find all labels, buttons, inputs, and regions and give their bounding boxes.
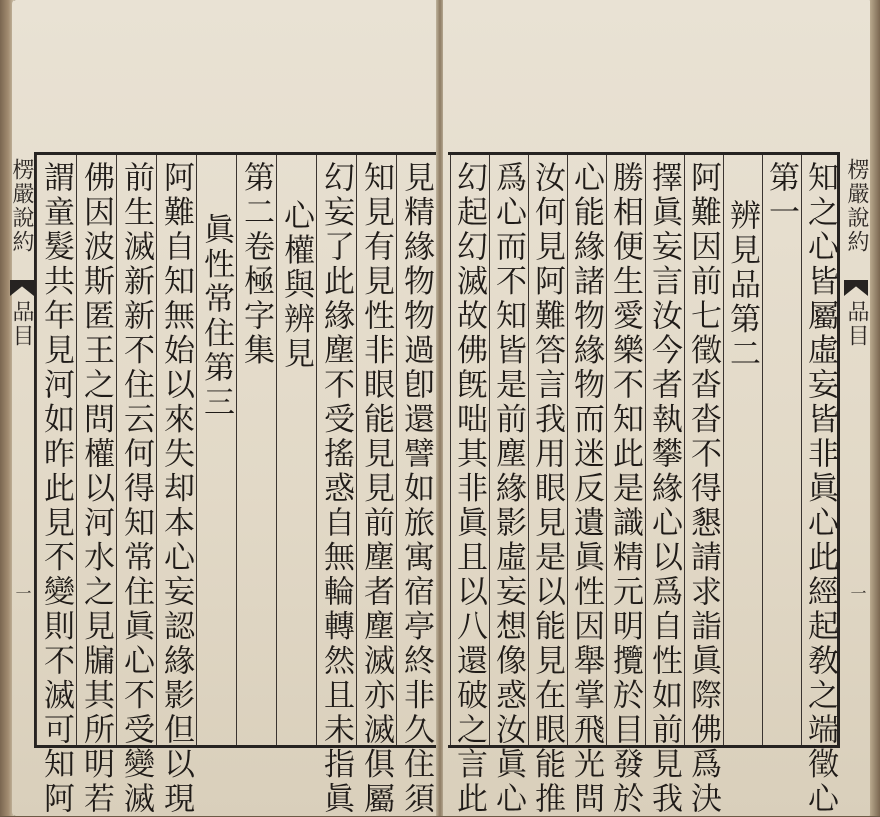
- fishtail-mark: [10, 280, 34, 296]
- left-text-frame: [34, 152, 436, 817]
- right-margin-title: 楞嚴說約: [844, 158, 869, 254]
- left-folio: 一: [13, 585, 32, 601]
- text-column: 幻起幻滅故佛旣咄其非眞且以八還破之言此: [450, 155, 489, 745]
- text-column: 第二卷極字集: [236, 155, 276, 745]
- text-column: 擇眞妄言汝今者執攀緣心以爲自性如前見我: [645, 155, 684, 745]
- text-column: 知見有見性非眼能見見前塵者塵滅亦滅俱屬: [356, 155, 396, 745]
- text-column: 阿難因前七徵沓沓不得懇請求詣眞際佛爲決: [684, 155, 723, 745]
- left-margin-section: 品目: [9, 300, 34, 348]
- right-margin-section: 品目: [844, 300, 869, 348]
- text-column: 眞性常住第三: [196, 155, 236, 745]
- text-column: 知之心皆屬虛妄皆非眞心此經起敎之端徵心: [801, 155, 840, 745]
- text-column: 第一: [762, 155, 801, 745]
- text-column: 汝何見阿難答言我用眼見是以能見在眼能推: [528, 155, 567, 745]
- text-column: 前生滅新新不住云何得知常住眞心不受變滅: [116, 155, 156, 745]
- text-column: 阿難自知無始以來失却本心妄認緣影但以現: [156, 155, 196, 745]
- right-folio: 一: [848, 585, 867, 601]
- left-margin-title: 楞嚴說約: [9, 158, 34, 254]
- book-edge-right: [870, 0, 880, 816]
- right-page: [443, 0, 873, 816]
- fishtail-mark: [844, 280, 868, 296]
- left-page: [9, 0, 437, 817]
- text-column: 見精緣物物過卽還譬如旅寓宿亭終非久住須: [396, 155, 436, 745]
- text-column: 心能緣諸物緣物而迷反遺眞性因舉掌飛光問: [567, 155, 606, 745]
- text-column: 幻妄了此緣塵不受搖惑自無輪轉然且未指眞: [316, 155, 356, 745]
- text-column: 謂童髮共年見河如昨此見不變則不滅可知阿: [36, 155, 76, 745]
- text-column: 爲心而不知皆是前塵緣影虛妄想像惑汝眞心: [489, 155, 528, 745]
- text-column: 心權與辨見: [276, 155, 316, 745]
- text-column: 佛因波斯匿王之問權以河水之見牖其所明若: [76, 155, 116, 745]
- text-column: 勝相便生愛樂不知此是識精元明攬於目發於: [606, 155, 645, 745]
- text-column: 辨見品第二: [723, 155, 762, 745]
- right-text-frame: [448, 152, 840, 817]
